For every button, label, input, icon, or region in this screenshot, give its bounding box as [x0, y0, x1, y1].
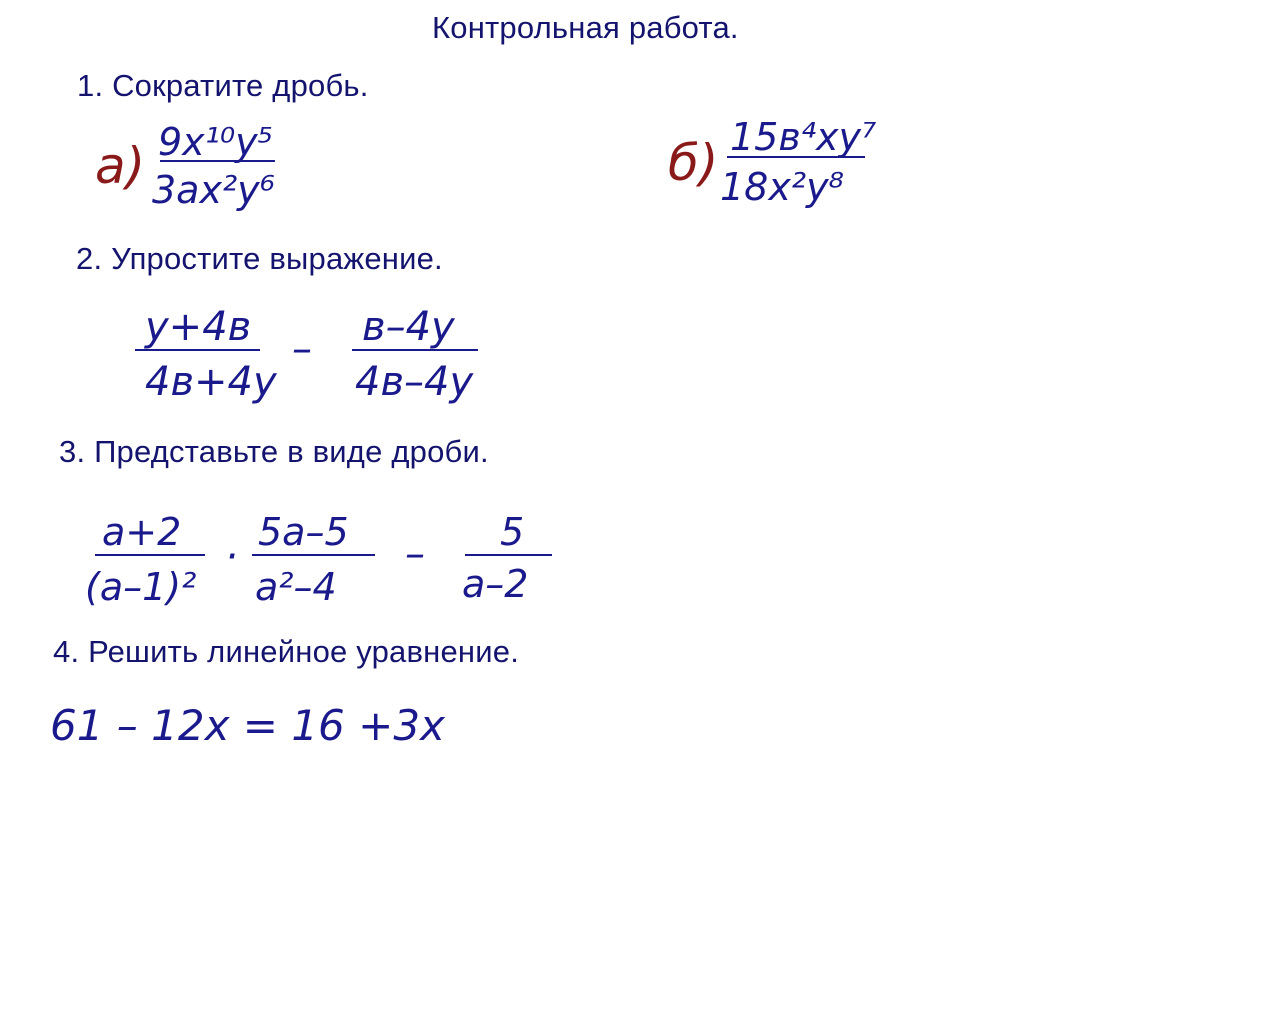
task-3-fraction-a-denominator: (a–1)²: [85, 565, 197, 609]
task-1b-denominator: 18x²y⁸: [720, 165, 844, 209]
task-2-label: 2. Упростите выражение.: [76, 241, 443, 276]
task-4-label: 4. Решить линейное уравнение.: [53, 634, 520, 669]
task-3-fraction-b-numerator: 5a–5: [258, 510, 349, 554]
task-2-operator: –: [292, 326, 312, 372]
task-3-expression: [80, 505, 570, 620]
task-2-fraction-b-denominator: 4в–4y: [355, 359, 474, 405]
task-3-fraction-b-denominator: a²–4: [255, 565, 337, 609]
task-4-equation: 61 – 12x = 16 +3x: [50, 701, 445, 750]
task-1b-numerator: 15в⁴xy⁷: [730, 115, 877, 159]
task-1a-expression: [90, 105, 310, 230]
task-2-fraction-a-denominator: 4в+4y: [145, 359, 277, 405]
task-1a-marker: а): [95, 137, 146, 195]
task-3-operator-minus: –: [405, 531, 425, 577]
task-2-fraction-b-numerator: в–4y: [362, 304, 455, 350]
task-1-label: 1. Сократите дробь.: [77, 68, 369, 103]
task-1a-numerator: 9x¹⁰y⁵: [158, 120, 273, 164]
task-2-fraction-a-numerator: y+4в: [145, 304, 252, 350]
task-4-expression: [45, 695, 485, 755]
task-1a-denominator: 3ax²y⁶: [152, 168, 275, 212]
task-1b-expression: [665, 95, 905, 230]
task-3-operator-multiply: ·: [225, 534, 238, 580]
task-3-fraction-c-numerator: 5: [500, 510, 525, 554]
task-3-label: 3. Представьте в виде дроби.: [59, 434, 489, 469]
page-title: Контрольная работа.: [432, 10, 739, 45]
task-2-expression: [130, 300, 510, 430]
task-3-fraction-a-numerator: a+2: [102, 510, 182, 554]
task-1b-marker: б): [668, 134, 719, 192]
task-3-fraction-c-denominator: a–2: [462, 562, 529, 606]
